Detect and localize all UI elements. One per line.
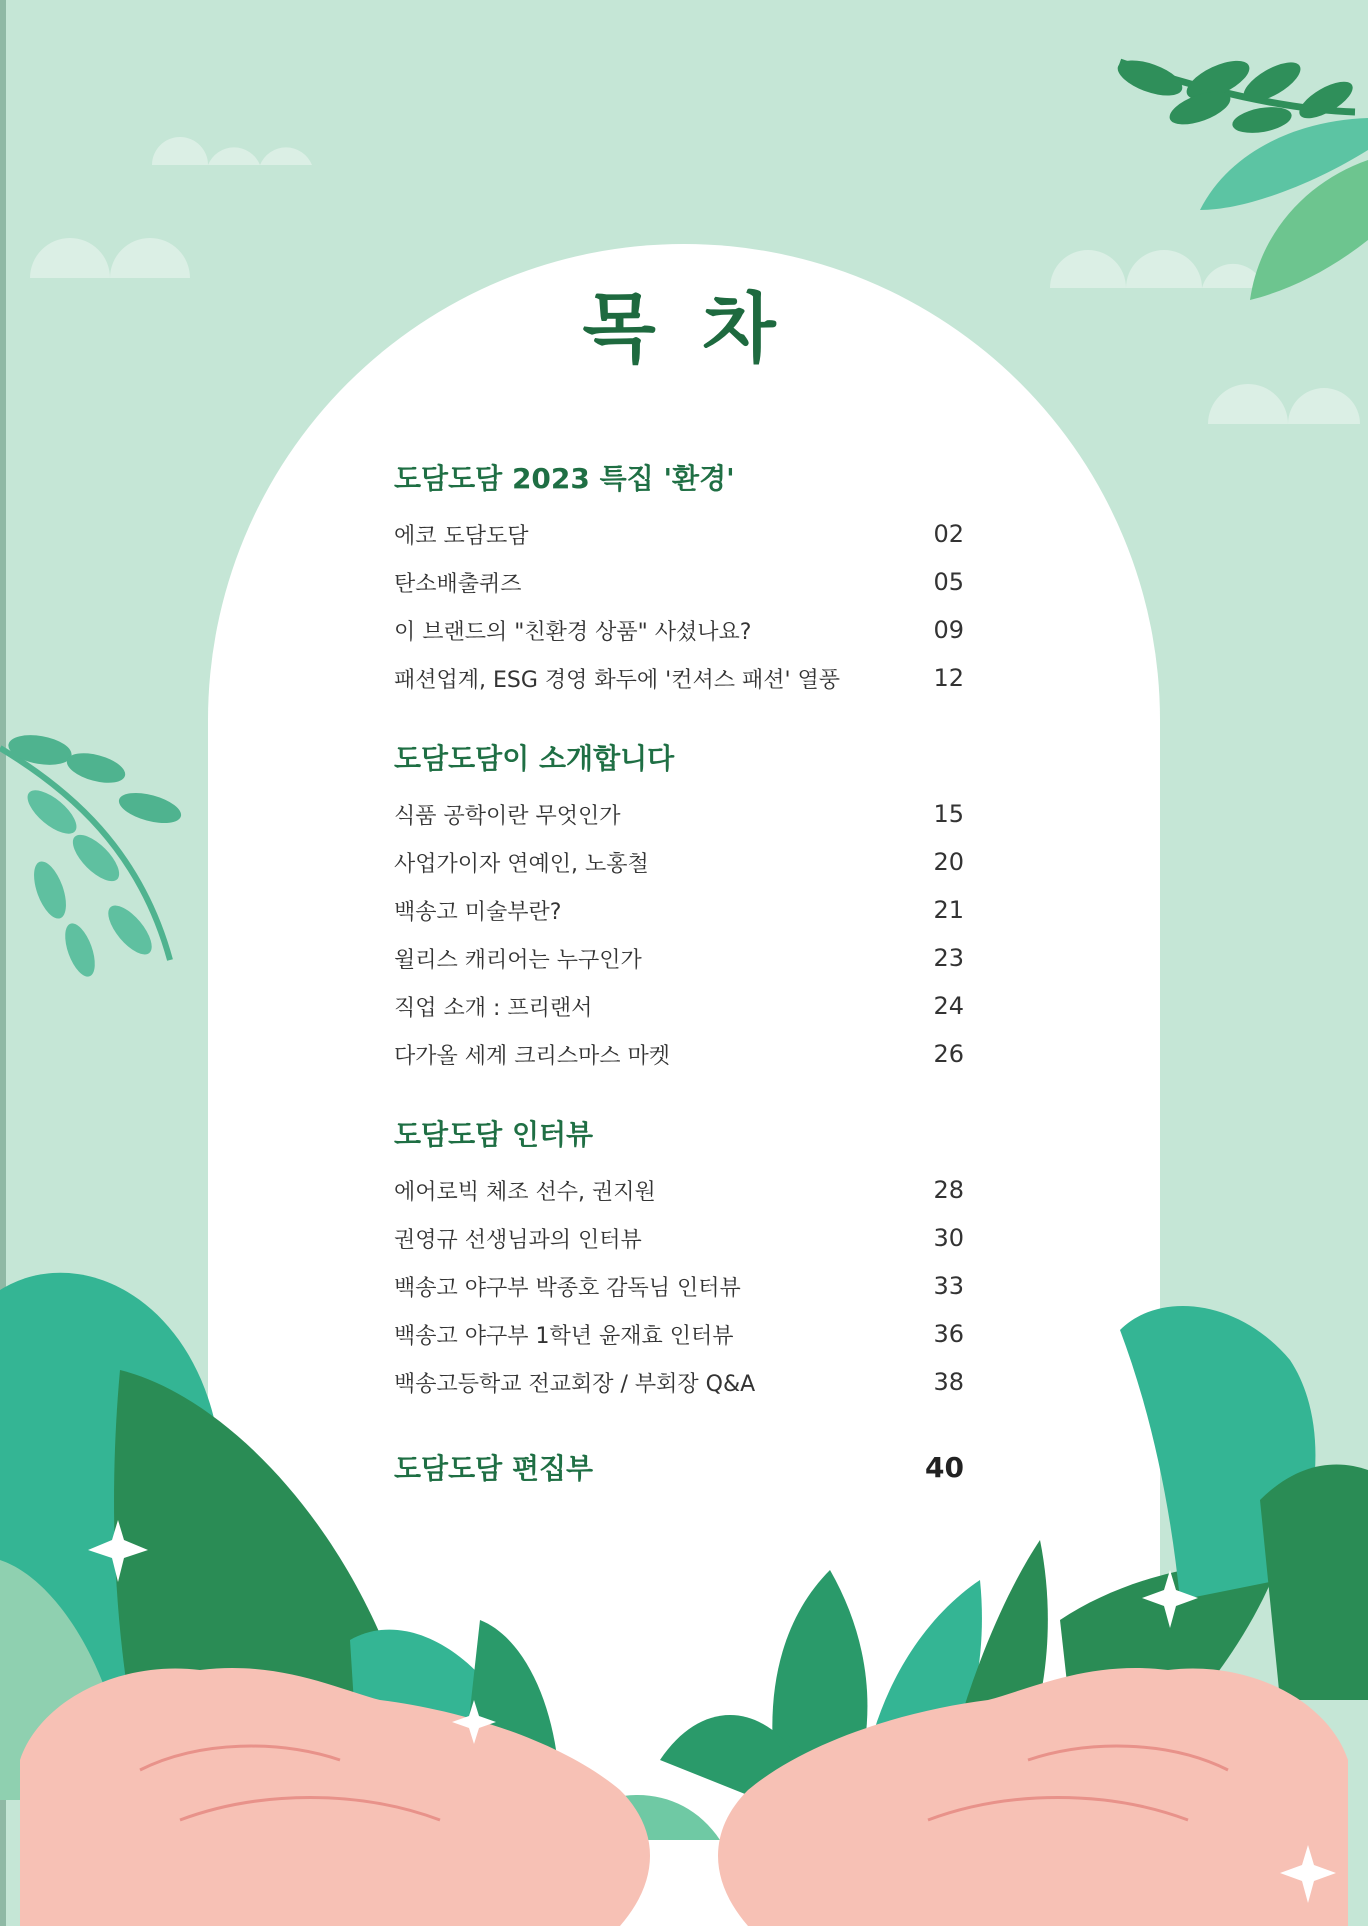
section-heading: 도담도담이 소개합니다 (394, 742, 675, 775)
entry-page: 12 (933, 664, 964, 692)
entry-title: 에코 도담도담 (394, 523, 529, 549)
toc-entry[interactable] (394, 1358, 964, 1406)
toc-entry[interactable] (394, 1166, 964, 1214)
entry-title: 이 브랜드의 "친환경 상품" 사셨나요? (394, 619, 752, 645)
entry-title: 탄소배출퀴즈 (394, 571, 522, 597)
toc-entry[interactable] (394, 886, 964, 934)
toc-entry[interactable] (394, 1262, 964, 1310)
toc-entry[interactable] (394, 1030, 964, 1078)
toc-entry[interactable] (394, 606, 964, 654)
toc-entry[interactable] (394, 790, 964, 838)
toc-entry-editorial[interactable] (394, 1444, 964, 1490)
entry-title: 직업 소개 : 프리랜서 (394, 995, 593, 1021)
entry-title: 윌리스 캐리어는 누구인가 (394, 947, 642, 973)
entry-page: 30 (933, 1224, 964, 1252)
entry-page: 23 (933, 944, 964, 972)
entry-page: 09 (933, 616, 964, 644)
entry-title: 사업가이자 연예인, 노홍철 (394, 851, 649, 877)
entry-title: 백송고등학교 전교회장 / 부회장 Q&A (394, 1371, 756, 1397)
toc-section (394, 456, 964, 702)
entry-page: 05 (933, 568, 964, 596)
page-title: 목 차 (582, 284, 786, 373)
toc-entry[interactable] (394, 934, 964, 982)
entry-title: 에어로빅 체조 선수, 권지원 (394, 1179, 656, 1205)
table-of-contents (394, 456, 964, 1490)
section-heading: 도담도담 2023 특집 '환경' (394, 462, 735, 495)
toc-entry[interactable] (394, 1214, 964, 1262)
toc-entry[interactable] (394, 558, 964, 606)
toc-entry[interactable] (394, 838, 964, 886)
toc-entry[interactable] (394, 982, 964, 1030)
entry-title: 백송고 미술부란? (394, 899, 562, 925)
entry-page: 40 (925, 1450, 964, 1484)
toc-entry[interactable] (394, 1310, 964, 1358)
entry-page: 20 (933, 848, 964, 876)
entry-page: 33 (933, 1272, 964, 1300)
entry-page: 28 (933, 1176, 964, 1204)
entry-page: 24 (933, 992, 964, 1020)
toc-section (394, 736, 964, 1078)
entry-page: 15 (933, 800, 964, 828)
entry-page: 21 (933, 896, 964, 924)
toc-entry[interactable] (394, 510, 964, 558)
entry-title: 권영규 선생님과의 인터뷰 (394, 1227, 642, 1253)
section-heading: 도담도담 인터뷰 (394, 1118, 594, 1151)
entry-page: 26 (933, 1040, 964, 1068)
entry-title: 패션업계, ESG 경영 화두에 '컨셔스 패션' 열풍 (394, 667, 840, 693)
entry-title: 다가올 세계 크리스마스 마켓 (394, 1043, 671, 1069)
entry-title: 백송고 야구부 1학년 윤재효 인터뷰 (394, 1323, 734, 1349)
toc-entry[interactable] (394, 654, 964, 702)
entry-page: 02 (933, 520, 964, 548)
toc-section (394, 1112, 964, 1406)
entry-page: 36 (933, 1320, 964, 1348)
entry-title: 백송고 야구부 박종호 감독님 인터뷰 (394, 1275, 741, 1301)
entry-page: 38 (933, 1368, 964, 1396)
entry-title: 식품 공학이란 무엇인가 (394, 803, 621, 829)
entry-title: 도담도담 편집부 (394, 1452, 594, 1485)
